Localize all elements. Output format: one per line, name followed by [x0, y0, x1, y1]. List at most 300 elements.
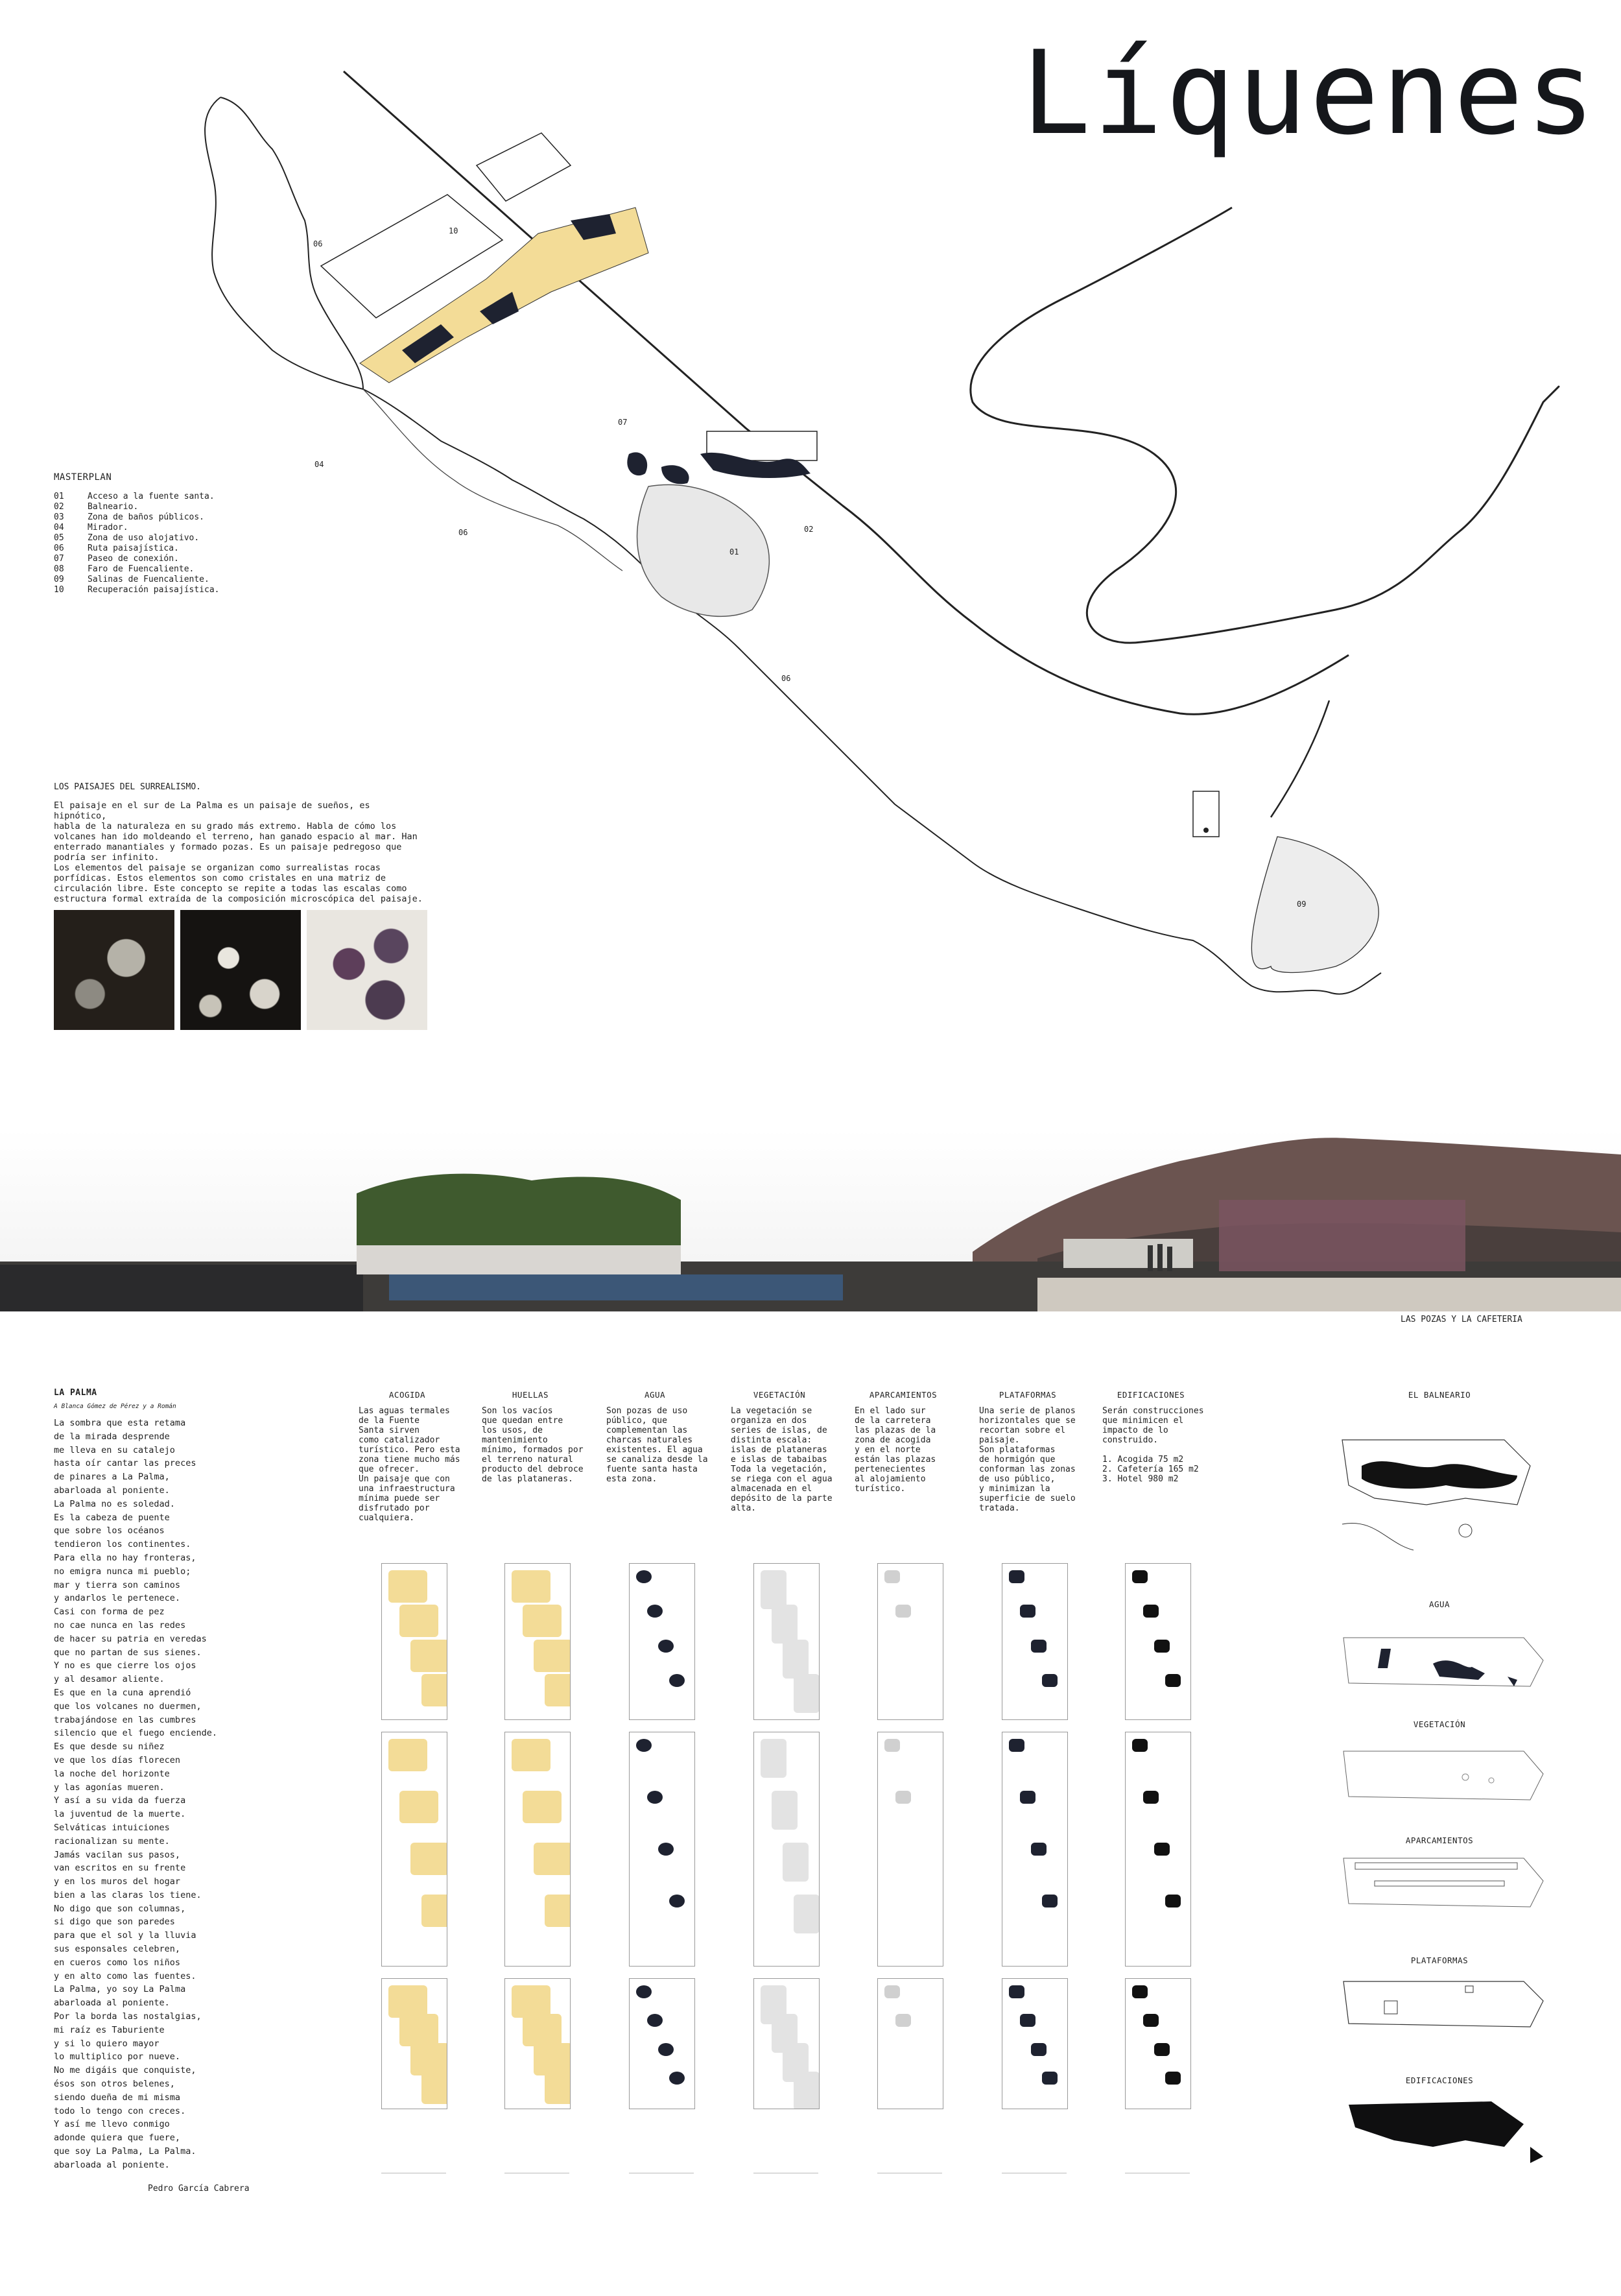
panorama-caption: LAS POZAS Y LA CAFETERIA — [1401, 1315, 1522, 1324]
diagram-blob — [647, 1791, 663, 1804]
diagram-blob — [1154, 2043, 1170, 2056]
column-diagram-segment — [753, 1732, 820, 1967]
diagram-blob — [895, 1791, 911, 1804]
column-text-line: una infraestructura — [359, 1484, 455, 1494]
poem-line: mar y tierra son caminos — [54, 1579, 181, 1590]
diagram-blob — [761, 1570, 787, 1609]
column-text — [359, 1406, 469, 1523]
poem-line: ésos son otros belenes, — [54, 2079, 175, 2090]
diagram-blob — [1042, 1895, 1058, 1907]
diagram-blob — [669, 1674, 685, 1687]
column-diagram-segment — [877, 1978, 943, 2109]
column-diagram-tail — [629, 2134, 694, 2173]
page-title: Líquenes — [1021, 26, 1598, 160]
column-text-line: horizontales que se — [979, 1416, 1076, 1426]
masterplan-legend-item — [54, 544, 220, 554]
map-label: 10 — [449, 226, 458, 235]
poem-line: todo lo tengo con creces. — [54, 2105, 186, 2116]
diagram-blob — [1031, 1843, 1047, 1856]
column-text-line: Son plataformas — [979, 1445, 1056, 1455]
column-text-line: de las plataneras. — [482, 1474, 573, 1484]
column-text-line: almacenada en el — [731, 1484, 812, 1494]
diagram-blob — [388, 1570, 427, 1603]
legend-label: Recuperación paisajística. — [88, 585, 220, 595]
diagram-blob — [636, 1570, 652, 1583]
column-text-line: esta zona. — [606, 1474, 657, 1484]
legend-number: 07 — [54, 554, 64, 564]
poem-line: van escritos en su frente — [54, 1863, 186, 1874]
column-text-line: mínima puede ser — [359, 1494, 440, 1503]
diagram-blob — [410, 1640, 447, 1672]
column-diagram-tail — [504, 2134, 569, 2173]
column-text-line: disfrutado por — [359, 1503, 430, 1513]
diagram-blob — [1165, 2072, 1181, 2085]
rock-photo-2 — [180, 910, 301, 1030]
legend-number: 05 — [54, 533, 64, 543]
column-text-line: zona de acogida — [855, 1435, 931, 1445]
column-text-line: paisaje. — [979, 1435, 1020, 1445]
column-title: VEGETACIÓN — [753, 1390, 806, 1400]
column-text-line: las plazas de la — [855, 1426, 936, 1435]
column-title: AGUA — [644, 1390, 666, 1400]
column-text-line: organiza en dos — [731, 1416, 807, 1426]
column-text-line: existentes. El agua — [606, 1445, 703, 1455]
poem-line: que no partan de sus sienes. — [54, 1647, 202, 1658]
poem-dedication: A Blanca Gómez de Pérez y a Román — [54, 1403, 176, 1410]
poem-line: si digo que son paredes — [54, 1917, 175, 1928]
panorama-render — [0, 1129, 1621, 1311]
diagram-blob — [1143, 1791, 1159, 1804]
diagram-blob — [658, 2043, 674, 2056]
poem-line: abarloada al poniente. — [54, 1998, 170, 2009]
poem-line: la juventud de la muerte. — [54, 1809, 186, 1820]
column-diagram-segment — [629, 1563, 695, 1720]
column-diagram-segment — [629, 1732, 695, 1967]
diagram-blob — [421, 1895, 447, 1927]
diagram-blob — [1009, 1739, 1024, 1752]
column-diagram-segment — [504, 1732, 571, 1967]
poem-line: Y así a su vida da fuerza — [54, 1795, 186, 1806]
diagram-blob — [399, 1791, 438, 1823]
poem-line: siendo dueña de mi misma — [54, 2092, 181, 2103]
column-diagram-tail — [1125, 2134, 1190, 2173]
diagram-blob — [1020, 1605, 1035, 1618]
column-text — [482, 1406, 592, 1484]
column-text-line: producto del debroce — [482, 1465, 584, 1474]
diagram-blob — [1031, 2043, 1047, 2056]
column-text-line: Santa sirven — [359, 1426, 420, 1435]
column-diagram-segment — [753, 1563, 820, 1720]
legend-number: 04 — [54, 523, 64, 532]
diagram-blob — [794, 1674, 820, 1713]
diagram-blob — [545, 1674, 571, 1706]
column-text-line: están las plazas — [855, 1455, 936, 1465]
legend-number: 02 — [54, 502, 64, 512]
diagram-blob — [669, 2072, 685, 2085]
column-text-line: y en el norte — [855, 1445, 921, 1455]
column-diagram-tail — [381, 2134, 446, 2173]
column-text-line: turístico. Pero esta — [359, 1445, 460, 1455]
poem-line: ve que los días florecen — [54, 1754, 181, 1765]
column-text-line: turístico. — [855, 1484, 906, 1494]
surrealism-line: porfídicas. Estos elementos son como cristales en una matriz de — [54, 873, 386, 883]
poem-line: lo multiplico por nueve. — [54, 2051, 181, 2063]
diagram-blob — [534, 1843, 571, 1875]
masterplan-legend — [54, 472, 220, 595]
diagram-blob — [1009, 1570, 1024, 1583]
legend-number: 09 — [54, 575, 64, 584]
poem-line: Para ella no hay fronteras, — [54, 1552, 196, 1563]
column-text-line: construido. — [1102, 1435, 1159, 1445]
poem-line: de pinares a La Palma, — [54, 1472, 170, 1483]
poem-line: que sobre los océanos — [54, 1525, 165, 1537]
surrealism-line: enterrado manantiales y formado pozas. Es un paisaje pedregoso que — [54, 842, 402, 852]
diagram-blob — [669, 1895, 685, 1907]
poem-line: silencio que el fuego enciende. — [54, 1728, 217, 1739]
balneario-label-agua: AGUA — [1428, 1599, 1450, 1609]
diagram-blob — [1165, 1895, 1181, 1907]
poem-line: Selváticas intuiciones — [54, 1822, 170, 1833]
diagram-blob — [794, 1895, 820, 1933]
poem-line: y en alto como las fuentes. — [54, 1970, 196, 1981]
legend-label: Salinas de Fuencaliente. — [88, 575, 209, 584]
diagram-blob — [1143, 1605, 1159, 1618]
poem-line: Y así me llevo conmigo — [54, 2119, 170, 2130]
column-text-line: Son los vacíos — [482, 1406, 553, 1416]
surrealism-line: estructura formal extraída de la composición microscópica del paisaje. — [54, 894, 423, 904]
column-text-line: 1. Acogida 75 m2 — [1102, 1455, 1184, 1465]
column-text-line: que minimicen el — [1102, 1416, 1184, 1426]
map-label: 07 — [618, 418, 628, 427]
column-text-line: e islas de tabaibas — [731, 1455, 827, 1465]
diagram-blob — [783, 1843, 809, 1882]
diagram-blob — [512, 1570, 550, 1603]
balneario-title: EL BALNEARIO — [1408, 1390, 1471, 1400]
poem-line: Es que en la cuna aprendió — [54, 1687, 191, 1698]
column-text-line: pertenecientes — [855, 1465, 926, 1474]
legend-label: Ruta paisajística. — [88, 544, 179, 553]
column-diagram-tail — [877, 2134, 942, 2173]
column-title: APARCAMIENTOS — [869, 1390, 938, 1400]
diagram-blob — [512, 1985, 550, 2018]
legend-label: Balneario. — [88, 502, 139, 512]
masterplan-heading: MASTERPLAN — [54, 472, 112, 483]
column-text-line: Un paisaje que con — [359, 1474, 450, 1484]
column-text — [606, 1406, 716, 1484]
masterplan-legend-item — [54, 512, 220, 523]
poem-line: que los volcanes no duermen, — [54, 1701, 202, 1712]
column-text-line: 3. Hotel 980 m2 — [1102, 1474, 1179, 1484]
column-diagram-segment — [1002, 1732, 1068, 1967]
column-diagram-tail — [1002, 2134, 1067, 2173]
map-label: 01 — [729, 547, 739, 556]
poem-line: abarloada al poniente. — [54, 2159, 170, 2170]
diagram-blob — [421, 2072, 447, 2104]
diagram-blob — [884, 1739, 900, 1752]
diagram-blob — [523, 1791, 562, 1823]
poem-line: y andarlos le pertenece. — [54, 1593, 181, 1604]
masterplan-legend-item — [54, 492, 220, 502]
diagram-blob — [895, 2014, 911, 2027]
diagram-blob — [410, 2043, 447, 2075]
column-text-line: al alojamiento — [855, 1474, 926, 1484]
balneario-label-edificaciones: EDIFICACIONES — [1405, 2075, 1474, 2085]
poem-line: tendieron los continentes. — [54, 1539, 191, 1550]
column-text-line: cualquiera. — [359, 1513, 415, 1523]
poem-line: No digo que son columnas, — [54, 1903, 186, 1914]
column-text-line: Serán construcciones — [1102, 1406, 1204, 1416]
legend-number: 01 — [54, 492, 64, 501]
diagram-blob — [512, 1739, 550, 1771]
diagram-blob — [884, 1570, 900, 1583]
column-text-line: de uso público, — [979, 1474, 1056, 1484]
column-diagram-segment — [1125, 1978, 1191, 2109]
poem-line: Es que desde su niñez — [54, 1741, 165, 1752]
column-title: ACOGIDA — [388, 1390, 426, 1400]
column-text-line: que quedan entre — [482, 1416, 563, 1426]
column-text-line: superficie de suelo — [979, 1494, 1076, 1503]
diagram-blob — [410, 1843, 447, 1875]
poem-line: y en los muros del hogar — [54, 1876, 181, 1887]
poem-line: bien a las claras los tiene. — [54, 1889, 202, 1900]
diagram-blob — [523, 1605, 562, 1637]
diagram-blob — [1143, 2014, 1159, 2027]
column-text-line: La vegetación se — [731, 1406, 812, 1416]
balneario-label-aparcamientos: APARCAMIENTOS — [1405, 1836, 1474, 1845]
column-text-line: 2. Cafetería 165 m2 — [1102, 1465, 1199, 1474]
poem-line: Y no es que cierre los ojos — [54, 1660, 196, 1671]
diagram-blob — [421, 1674, 447, 1706]
map-label: 02 — [804, 525, 814, 534]
map-label: 09 — [1297, 900, 1307, 909]
poem-line: La Palma, yo soy La Palma — [54, 1984, 186, 1995]
diagram-blob — [1154, 1843, 1170, 1856]
diagram-blob — [1132, 1985, 1148, 1998]
poem-line: hasta oír cantar las preces — [54, 1458, 196, 1469]
diagram-blob — [761, 1739, 787, 1778]
column-diagram-segment — [877, 1732, 943, 1967]
balneario-diagrams — [1336, 1427, 1550, 2205]
column-diagram-segment — [381, 1978, 447, 2109]
masterplan-legend-item — [54, 502, 220, 512]
poem-block — [54, 1388, 268, 2194]
poem-line: No me digáis que conquiste, — [54, 2065, 196, 2076]
surrealism-line: habla de la naturaleza en su grado más extremo. Habla de cómo los — [54, 821, 397, 831]
diagram-blob — [884, 1985, 900, 1998]
column-text-line: Son pozas de uso — [606, 1406, 688, 1416]
poem-title: LA PALMA — [54, 1388, 97, 1398]
column-diagram-segment — [504, 1563, 571, 1720]
map-label: 04 — [314, 460, 324, 469]
poem-line: la noche del horizonte — [54, 1768, 170, 1779]
diagram-blob — [534, 1640, 571, 1672]
column-text-line: En el lado sur — [855, 1406, 926, 1416]
legend-number: 03 — [54, 512, 64, 522]
poem-author: Pedro García Cabrera — [148, 2183, 250, 2194]
column-diagram-tail — [753, 2134, 818, 2173]
diagram-blob — [1031, 1640, 1047, 1653]
surrealism-line: podría ser infinito. — [54, 852, 160, 863]
poem-line: abarloada al poniente. — [54, 1485, 170, 1496]
legend-label: Faro de Fuencaliente. — [88, 564, 195, 574]
poem-line: Por la borda las nostalgias, — [54, 2011, 202, 2022]
diagram-blob — [772, 1791, 798, 1830]
column-text-line: tratada. — [979, 1503, 1020, 1513]
lagoon — [637, 484, 770, 616]
road-winding — [971, 208, 1559, 643]
poem-text — [54, 1417, 268, 2172]
masterplan-legend-item — [54, 585, 220, 595]
poem-line: sus esponsales celebren, — [54, 1944, 181, 1955]
column-diagram-segment — [753, 1978, 820, 2109]
poem-line: me lleva en su catalejo — [54, 1444, 175, 1455]
poem-line: La Palma no es soledad. — [54, 1498, 175, 1509]
column-text-line: islas de plataneras — [731, 1445, 827, 1455]
poem-line: y al desamor aliente. — [54, 1674, 165, 1685]
column-diagram-segment — [1002, 1978, 1068, 2109]
column-text-line: Toda la vegetación, — [731, 1465, 827, 1474]
surrealism-line: volcanes han ido moldeando el terreno, han ganado espacio al mar. Han — [54, 831, 418, 842]
map-label: 06 — [781, 674, 791, 683]
surrealism-block — [54, 782, 423, 904]
diagram-blob — [1042, 1674, 1058, 1687]
surrealism-heading: LOS PAISAJES DEL SURREALISMO. — [54, 782, 201, 792]
diagram-blob — [399, 1605, 438, 1637]
column-text-line: alta. — [731, 1503, 757, 1513]
column-text — [979, 1406, 1089, 1513]
diagram-blob — [895, 1605, 911, 1618]
poem-line: Jamás vacilan sus pasos, — [54, 1849, 181, 1860]
surrealism-line: El paisaje en el sur de La Palma es un paisaje de sueños, es hipnótico, — [54, 800, 370, 821]
column-diagram-segment — [504, 1978, 571, 2109]
diagram-blob — [1042, 2072, 1058, 2085]
column-title: EDIFICACIONES — [1117, 1390, 1185, 1400]
salinas — [1251, 837, 1378, 972]
masterplan-legend-item — [54, 575, 220, 585]
diagram-blob — [1009, 1985, 1024, 1998]
poem-line: adonde quiera que fuere, — [54, 2133, 181, 2144]
column-diagram-segment — [381, 1563, 447, 1720]
column-text-line: distinta escala: — [731, 1435, 812, 1445]
column-text-line: el terreno natural — [482, 1455, 573, 1465]
poem-line: no emigra nunca mi pueblo; — [54, 1566, 191, 1577]
legend-label: Mirador. — [88, 523, 128, 532]
column-text-line: de la carretera — [855, 1416, 931, 1426]
diagram-blob — [1132, 1739, 1148, 1752]
diagram-blob — [1165, 1674, 1181, 1687]
legend-label: Paseo de conexión. — [88, 554, 179, 564]
column-text-line: público, que — [606, 1416, 667, 1426]
column-text — [1102, 1406, 1213, 1484]
poem-line: no cae nunca en las redes — [54, 1620, 186, 1631]
surrealism-line: Los elementos del paisaje se organizan como surrealistas rocas — [54, 863, 381, 873]
column-diagram-segment — [1125, 1732, 1191, 1967]
poem-line: de hacer su patria en veredas — [54, 1633, 207, 1644]
diagram-blob — [388, 1985, 427, 2018]
column-text-line: conforman las zonas — [979, 1465, 1076, 1474]
column-diagram-segment — [877, 1563, 943, 1720]
diagram-blob — [772, 1605, 798, 1644]
poem-line: de la mirada desprende — [54, 1431, 170, 1442]
column-text-line: mantenimiento — [482, 1435, 548, 1445]
column-diagram-segment — [1125, 1563, 1191, 1720]
masterplan-legend-item — [54, 564, 220, 575]
column-title: HUELLAS — [512, 1390, 549, 1400]
surrealism-line: circulación libre. Este concepto se repite a todas las escalas como — [54, 883, 407, 894]
column-text-line: recortan sobre el — [979, 1426, 1066, 1435]
poem-line: que soy La Palma, La Palma. — [54, 2146, 196, 2157]
diagram-blob — [388, 1739, 427, 1771]
diagram-blob — [658, 1640, 674, 1653]
diagram-blob — [399, 2014, 438, 2046]
poem-line: racionalizan su mente. — [54, 1836, 170, 1847]
legend-number: 06 — [54, 544, 64, 553]
diagram-blob — [523, 2014, 562, 2046]
column-text-line: como catalizador — [359, 1435, 440, 1445]
column-text-line: charcas naturales — [606, 1435, 693, 1445]
legend-label: Zona de baños públicos. — [88, 512, 205, 522]
masterplan-legend-item — [54, 523, 220, 533]
column-text-line: zona tiene mucho más — [359, 1455, 460, 1465]
column-text-line: complementan las — [606, 1426, 688, 1435]
legend-label: Acceso a la fuente santa. — [88, 492, 215, 501]
legend-label: Zona de uso alojativo. — [88, 533, 200, 543]
masterplan-legend-item — [54, 554, 220, 564]
legend-number: 08 — [54, 564, 64, 574]
column-text-line: mínimo, formados por — [482, 1445, 584, 1455]
column-text-line: de hormigón que — [979, 1455, 1056, 1465]
diagram-blob — [545, 1895, 571, 1927]
diagram-blob — [1020, 1791, 1035, 1804]
poem-line: Es la cabeza de puente — [54, 1512, 170, 1523]
column-text-line: impacto de lo — [1102, 1426, 1168, 1435]
balneario-label-plataformas: PLATAFORMAS — [1410, 1955, 1469, 1965]
poem-line: para que el sol y la lluvia — [54, 1930, 196, 1941]
column-diagram-segment — [1002, 1563, 1068, 1720]
column-text-line: Las aguas termales — [359, 1406, 450, 1416]
surrealism-text — [54, 800, 423, 904]
column-text-line: se canaliza desde la — [606, 1455, 708, 1465]
diagram-blob — [1154, 1640, 1170, 1653]
column-diagram-segment — [629, 1978, 695, 2109]
diagram-blob — [658, 1843, 674, 1856]
column-text-line: se riega con el agua — [731, 1474, 833, 1484]
column-title: PLATAFORMAS — [999, 1390, 1057, 1400]
diagram-blob — [534, 2043, 571, 2075]
column-text-line: series de islas, de — [731, 1426, 827, 1435]
poem-line: mi raíz es Taburiente — [54, 2024, 165, 2035]
column-text-line: fuente santa hasta — [606, 1465, 698, 1474]
rock-photo-3 — [307, 910, 427, 1030]
column-text-line: de la Fuente — [359, 1416, 420, 1426]
map-label: 06 — [313, 239, 323, 248]
column-diagram-segment — [381, 1732, 447, 1967]
masterplan-legend-item — [54, 533, 220, 544]
diagram-blob — [647, 2014, 663, 2027]
rock-photo-1 — [54, 910, 174, 1030]
diagram-blob — [1020, 2014, 1035, 2027]
column-text-line: y minimizan la — [979, 1484, 1050, 1494]
column-text-line: Una serie de planos — [979, 1406, 1076, 1416]
poem-line: Casi con forma de pez — [54, 1607, 165, 1618]
poem-line: trabajándose en las cumbres — [54, 1714, 196, 1725]
poem-line: y si lo quiero mayor — [54, 2038, 160, 2049]
diagram-blob — [545, 2072, 571, 2104]
column-text-line: depósito de la parte — [731, 1494, 833, 1503]
poem-line: y las agonías mueren. — [54, 1782, 165, 1793]
column-text-line: que ofrecer. — [359, 1465, 420, 1474]
poem-line: La sombra que esta retama — [54, 1418, 186, 1428]
